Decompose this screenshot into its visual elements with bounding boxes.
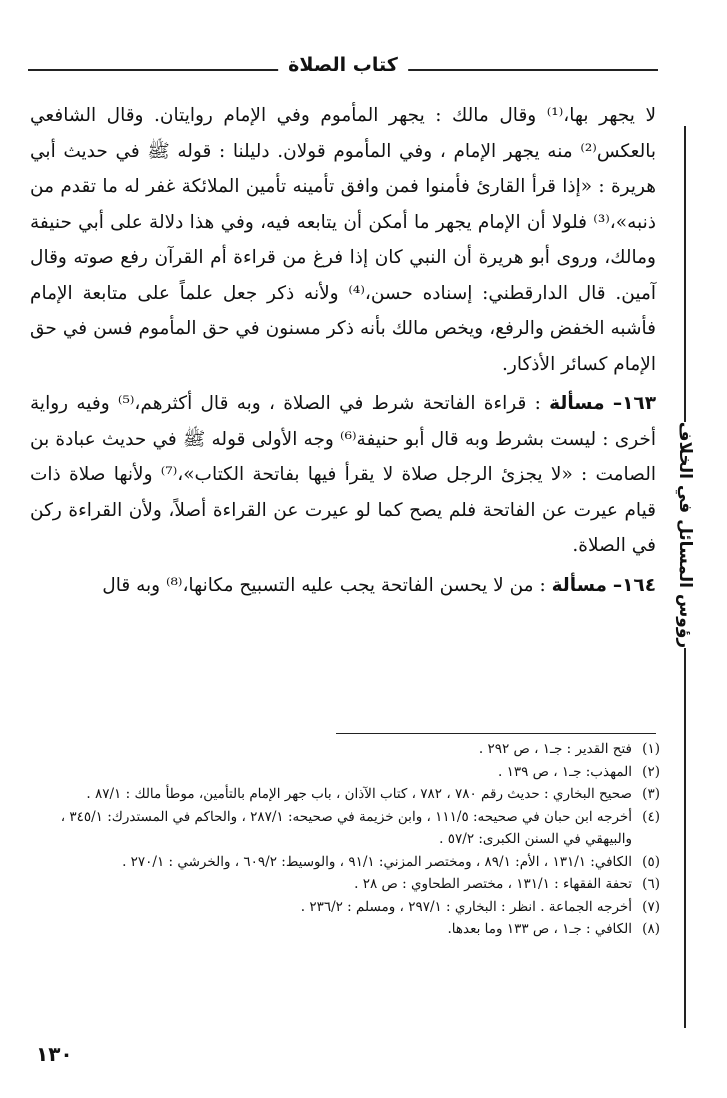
issue-number: ١٦٤– — [612, 574, 656, 596]
header-title: كتاب الصلاة — [278, 52, 408, 78]
footnote — [30, 806, 660, 851]
issue-label: مسألة — [551, 574, 607, 596]
issue-text: : من لا يحسن الفاتحة يجب عليه التسبيح مكانها،⁽⁸⁾ وبه قال — [102, 574, 546, 596]
footnote-text: الكافي: ١٣١/١ ، الأم: ٨٩/١ ، ومختصر المزني: ٩١/١ ، والوسيط: ٦٠٩/٢ ، والخرشي : ٢٧٠/١ . — [122, 853, 632, 870]
side-rule-bottom — [684, 648, 686, 1028]
issue-text: : قراءة الفاتحة شرط في الصلاة ، وبه قال أكثرهم،⁽⁵⁾ وفيه رواية أخرى : ليست بشرط وبه قال أبو حنيفة⁽⁶⁾ وجه الأولى قوله ﷺ في حديث عبادة بن الصامت : «لا يجزئ الرجل صلاة لا يقرأ فيها بفاتحة الكتاب»،⁽⁷⁾ ولأنها صلاة ذات قيام عيرت عن الفاتحة فلم يصح كما لو عيرت عن القراءة أصلاً، ولأن القراءة ركن في الصلاة. — [30, 393, 657, 556]
main-text — [30, 98, 656, 603]
running-header — [28, 52, 658, 78]
footnote-text: صحيح البخاري : حديث رقم ٧٨٠ ، ٧٨٢ ، كتاب الآذان ، باب جهر الإمام بالتأمين، موطأ مالك : ٨٧/١ . — [86, 786, 632, 802]
footnote-text: فتح القدير : جـ١ ، ص ٢٩٢ . — [478, 741, 632, 757]
footnote-marker: (٦) — [642, 876, 660, 892]
side-running-title-text: رؤوس المسائل في الخلاف — [675, 421, 695, 649]
footnote-marker: (٨) — [642, 921, 660, 937]
footnote-separator — [336, 733, 656, 734]
footnote-marker: (٥) — [642, 853, 660, 870]
footnote — [30, 873, 660, 896]
footnote-text: أخرجه ابن حبان في صحيحه: ١١١/٥ ، وابن خزيمة في صحيحه: ٢٨٧/١ ، والحاكم في المستدرك: ٣٤٥/١ ، والبيهقي في السنن الكبرى: ٥٧/٢ . — [60, 808, 632, 847]
page-number: ١٣٠ — [36, 1042, 73, 1066]
footnote-text: المهذب: جـ١ ، ص ١٣٩ . — [497, 763, 632, 780]
footnote-marker: (٣) — [642, 786, 660, 802]
footnote-text: الكافي : جـ١ ، ص ١٣٣ وما بعدها. — [447, 921, 632, 937]
footnote-marker: (١) — [642, 741, 660, 757]
footnote-marker: (٢) — [642, 763, 660, 780]
paragraph-continuation: لا يجهر بها،⁽¹⁾ وقال مالك : يجهر المأموم وفي الإمام روايتان. وقال الشافعي بالعكس⁽²⁾ منه يجهر الإمام ، وفي المأموم قولان. دليلنا : قوله ﷺ في حديث أبي هريرة : «إذا قرأ القارئ فأمنوا فمن وافق تأمينه تأمين الملائكة غفر له ما تقدم من ذنبه»،⁽³⁾ فلولا أن الإمام يجهر ما أمكن أن يتابعه فيه، وفي هذا دلالة على أبي حنيفة ومالك، وروى أبو هريرة أن النبي كان إذا فرغ من قراءة أم القرآن رفع صوته وقال آمين. قال الدارقطني: إسناده حسن،⁽⁴⁾ ولأنه ذكر جعل علماً على متابعة الإمام فأشبه الخفض والرفع، ويخص مالك بأنه ذكر مسنون في حق المأموم فسن في حق الإمام كسائر الأذكار. — [30, 105, 656, 375]
issue-163 — [30, 386, 656, 564]
issue-164 — [30, 568, 656, 604]
footnotes — [30, 738, 660, 941]
footnote — [30, 851, 660, 874]
footnote-marker: (٧) — [642, 898, 660, 915]
footnote — [30, 896, 660, 919]
footnote-text: أخرجه الجماعة . انظر : البخاري : ٢٩٧/١ ، ومسلم : ٢٣٦/٢ . — [300, 898, 632, 915]
footnote — [30, 761, 660, 784]
footnote-marker: (٤) — [642, 808, 660, 825]
side-running-title — [672, 421, 698, 649]
issue-number: ١٦٣– — [612, 393, 656, 414]
footnote — [30, 918, 660, 941]
footnote — [30, 738, 660, 761]
footnote-text: تحفة الفقهاء : ١٣١/١ ، مختصر الطحاوي : ص ٢٨ . — [354, 876, 632, 892]
issue-label: مسألة — [549, 393, 605, 414]
side-rule-top — [684, 126, 686, 422]
footnote — [30, 783, 660, 806]
